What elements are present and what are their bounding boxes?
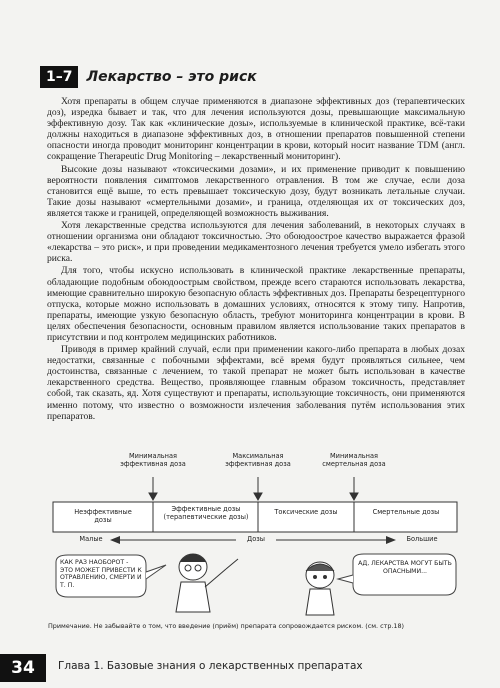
- zone-ineffective: Неэффективные дозы: [74, 508, 132, 524]
- paragraph: Высокие дозы называют «токсическими дозами», и их применение приводит к повышению вероятности появления симптомов лекарственного отравления. В том же случае, если доза становится ещё выше, то есть превышает токсическую дозу, будут возникать летальные случаи. Такие дозы называют «смертельными дозами», и граница, отделяющая их от токсических доз, является также и границей, определяющей возможность выживания.: [47, 163, 465, 219]
- axis-label-dose: Дозы: [236, 536, 276, 544]
- speech-bubble-left: КАК РАЗ НАОБОРОТ - ЭТО МОЖЕТ ПРИВЕСТИ К ОТРАВЛЕНИЮ, СМЕРТИ И Т. П.: [60, 559, 142, 589]
- axis-label-small: Малые: [79, 535, 103, 543]
- figure-note: Примечание. Не забывайте о том, что введение (приём) препарата сопровождается риском. (см. стр.18): [48, 622, 405, 630]
- paragraph: Хотя лекарственные средства используются для лечения заболеваний, в некоторых случаях в отношении организма они обладают токсичностью. Это обоюдоострое качество выражается фразой «лекарства – это риск», и при проведении медикаментозного лечения требуется умело избегать этого риска.: [47, 220, 465, 265]
- marker-min-effective: Минимальная эффективная доза: [120, 452, 186, 468]
- zone-effective: Эффективные дозы (терапевтические дозы): [163, 505, 249, 521]
- dose-diagram: [48, 437, 460, 617]
- paragraph: Для того, чтобы искусно использовать в клинической практике лекарственные препараты, обладающие подобным обоюдоострым свойством, прежде всего стараются использовать лекарства, имеющие сравнительно широкую безопасную область эффективных доз. Препараты безрецептурного отпуска, которые можно использовать в домашних условиях, относятся к этому типу. Напротив, препараты, имеющие узкую безопасную область, требуют мониторинга концентрации в крови. В целях обеспечения безопасности, основным правилом является использование таких препаратов в присутствии и под контролем медицинских работников.: [47, 265, 465, 343]
- zone-toxic: Токсические дозы: [274, 508, 338, 516]
- paragraph: Приводя в пример крайний случай, если при применении какого-либо препарата в любых дозах недостатки, связанные с побочными эффектами, всё время будут проявляться сильнее, чем достоинства, связанные с лечением, то такой препарат не может быть использован в качестве лекарственного средства. Вещество, проявляющее главным образом токсичность, представляет собой, так сказать, яд. Хотя существуют и препараты, использующие токсичность, они применяются именно потому, что известно о возможности излечения заболевания путём использования этих препаратов.: [47, 344, 465, 422]
- section-title: Лекарство – это риск: [86, 69, 257, 85]
- chapter-title: Глава 1. Базовые знания о лекарственных препаратах: [58, 660, 363, 672]
- body-text: [47, 96, 465, 423]
- zone-lethal: Смертельные дозы: [372, 508, 440, 516]
- section-number: 1–7: [40, 66, 78, 88]
- paragraph: Хотя препараты в общем случае применяются в диапазоне эффективных доз (терапевтических доз), изредка бывает и так, что для лечения используются дозы, превышающие максимальную эффективную дозу. Так как «клинические дозы», используемые в клинической практике, всё-таки должны находиться в диапазоне эффективных доз, в отношении препаратов повышенной степени опасности иногда проводит мониторинг концентрации в крови, который носит название TDM (англ. сокращение Therapeutic Drug Monitoring – лекарственный мониторинг).: [47, 96, 465, 163]
- section-heading: [40, 66, 257, 88]
- marker-max-effective: Максимальная эффективная доза: [225, 452, 291, 468]
- speech-bubble-right: АД, ЛЕКАРСТВА МОГУТ БЫТЬ ОПАСНЫМИ...: [358, 560, 452, 575]
- axis-label-large: Большие: [406, 535, 438, 543]
- page-footer: [0, 648, 500, 688]
- page-number: 34: [0, 654, 46, 682]
- marker-min-lethal: Минимальная смертельная доза: [322, 452, 386, 468]
